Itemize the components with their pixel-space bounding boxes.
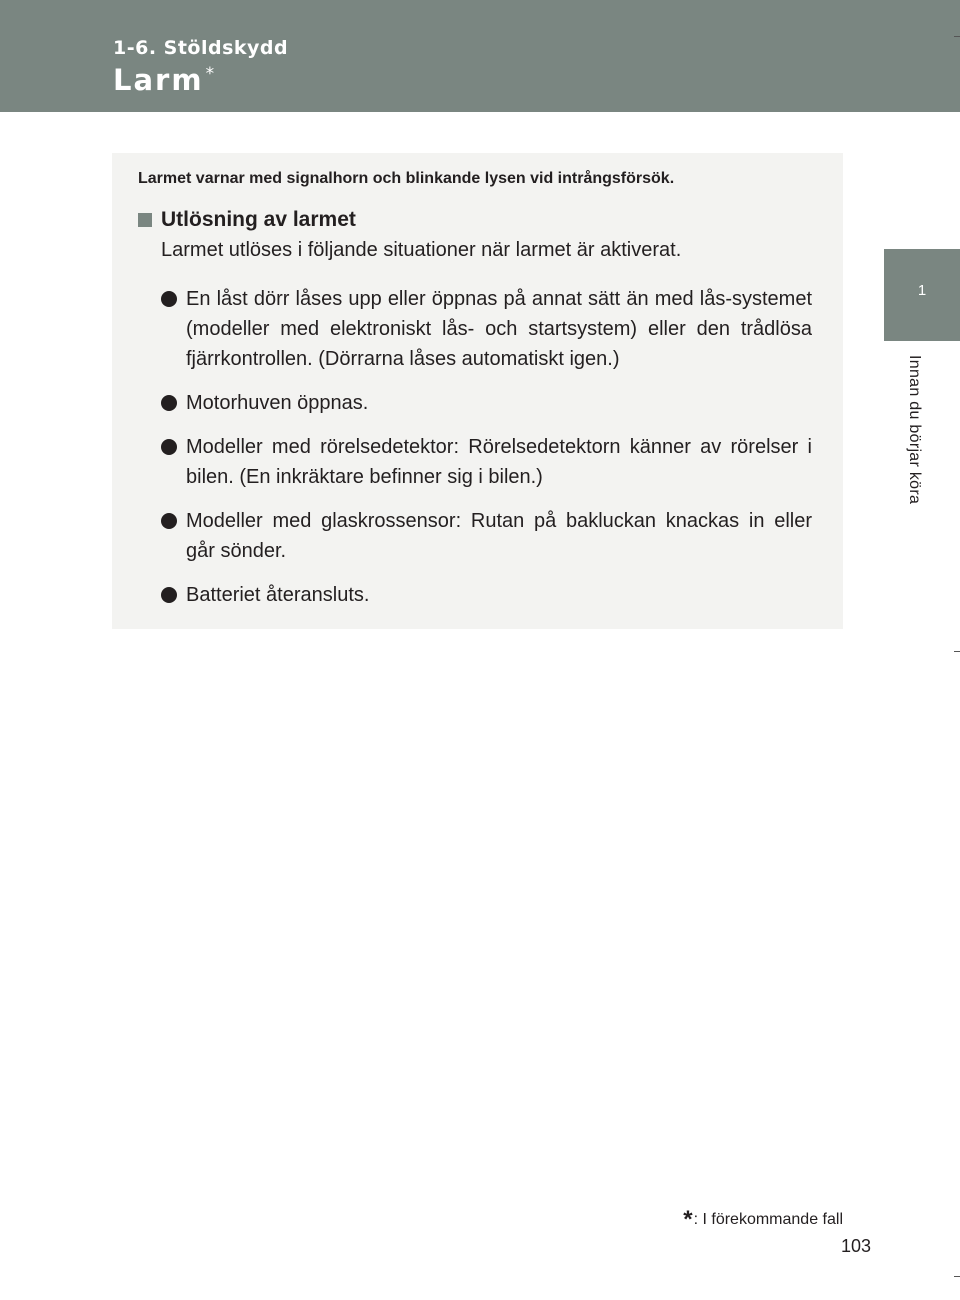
crop-mark (954, 1276, 960, 1277)
footnote-text: : I förekommande fall (693, 1211, 843, 1228)
round-bullet-icon (161, 587, 177, 603)
round-bullet-icon (161, 439, 177, 455)
crop-mark (954, 36, 960, 37)
subheading-text: Utlösning av larmet (161, 208, 356, 231)
footnote-asterisk: * (683, 1206, 693, 1233)
page-number: 103 (841, 1236, 872, 1256)
sub-text: Larmet utlöses i följande situationer när larmet är aktiverat. (161, 239, 682, 261)
round-bullet-icon (161, 513, 177, 529)
list-item (161, 284, 812, 374)
page-title (113, 63, 217, 97)
info-box (112, 153, 843, 629)
list-item (161, 506, 812, 566)
chapter-title: Innan du börjar köra (906, 355, 923, 505)
chapter-tab[interactable] (884, 249, 960, 341)
bullet-list (161, 284, 812, 624)
round-bullet-icon (161, 395, 177, 411)
crop-mark (954, 651, 960, 652)
list-item (161, 580, 812, 610)
chapter-number: 1 (917, 282, 927, 299)
list-item-text: Motorhuven öppnas. (186, 392, 369, 414)
list-item (161, 432, 812, 492)
intro-text: Larmet varnar med signalhorn och blinkande lysen vid intrångsförsök. (138, 170, 675, 187)
list-item (161, 388, 812, 418)
page-title-text: Larm (113, 63, 204, 97)
title-asterisk: * (205, 64, 217, 85)
square-bullet-icon (138, 213, 152, 227)
list-item-text: En låst dörr låses upp eller öppnas på annat sätt än med lås-systemet (modeller med elektroniskt lås- och startsystem) eller den trådlösa fjärrkontrollen. (Dörrarna låses automatiskt igen.) (186, 288, 812, 370)
round-bullet-icon (161, 291, 177, 307)
header-band (0, 0, 960, 112)
list-item-text: Modeller med rörelsedetektor: Rörelsedetektorn känner av rörelser i bilen. (En inkräktare befinner sig i bilen.) (186, 436, 812, 488)
subheading (138, 208, 356, 232)
list-item-text: Modeller med glaskrossensor: Rutan på bakluckan knackas in eller går sönder. (186, 510, 812, 562)
list-item-text: Batteriet återansluts. (186, 584, 370, 606)
footnote (683, 1208, 843, 1232)
section-label: 1-6. Stöldskydd (113, 37, 289, 59)
